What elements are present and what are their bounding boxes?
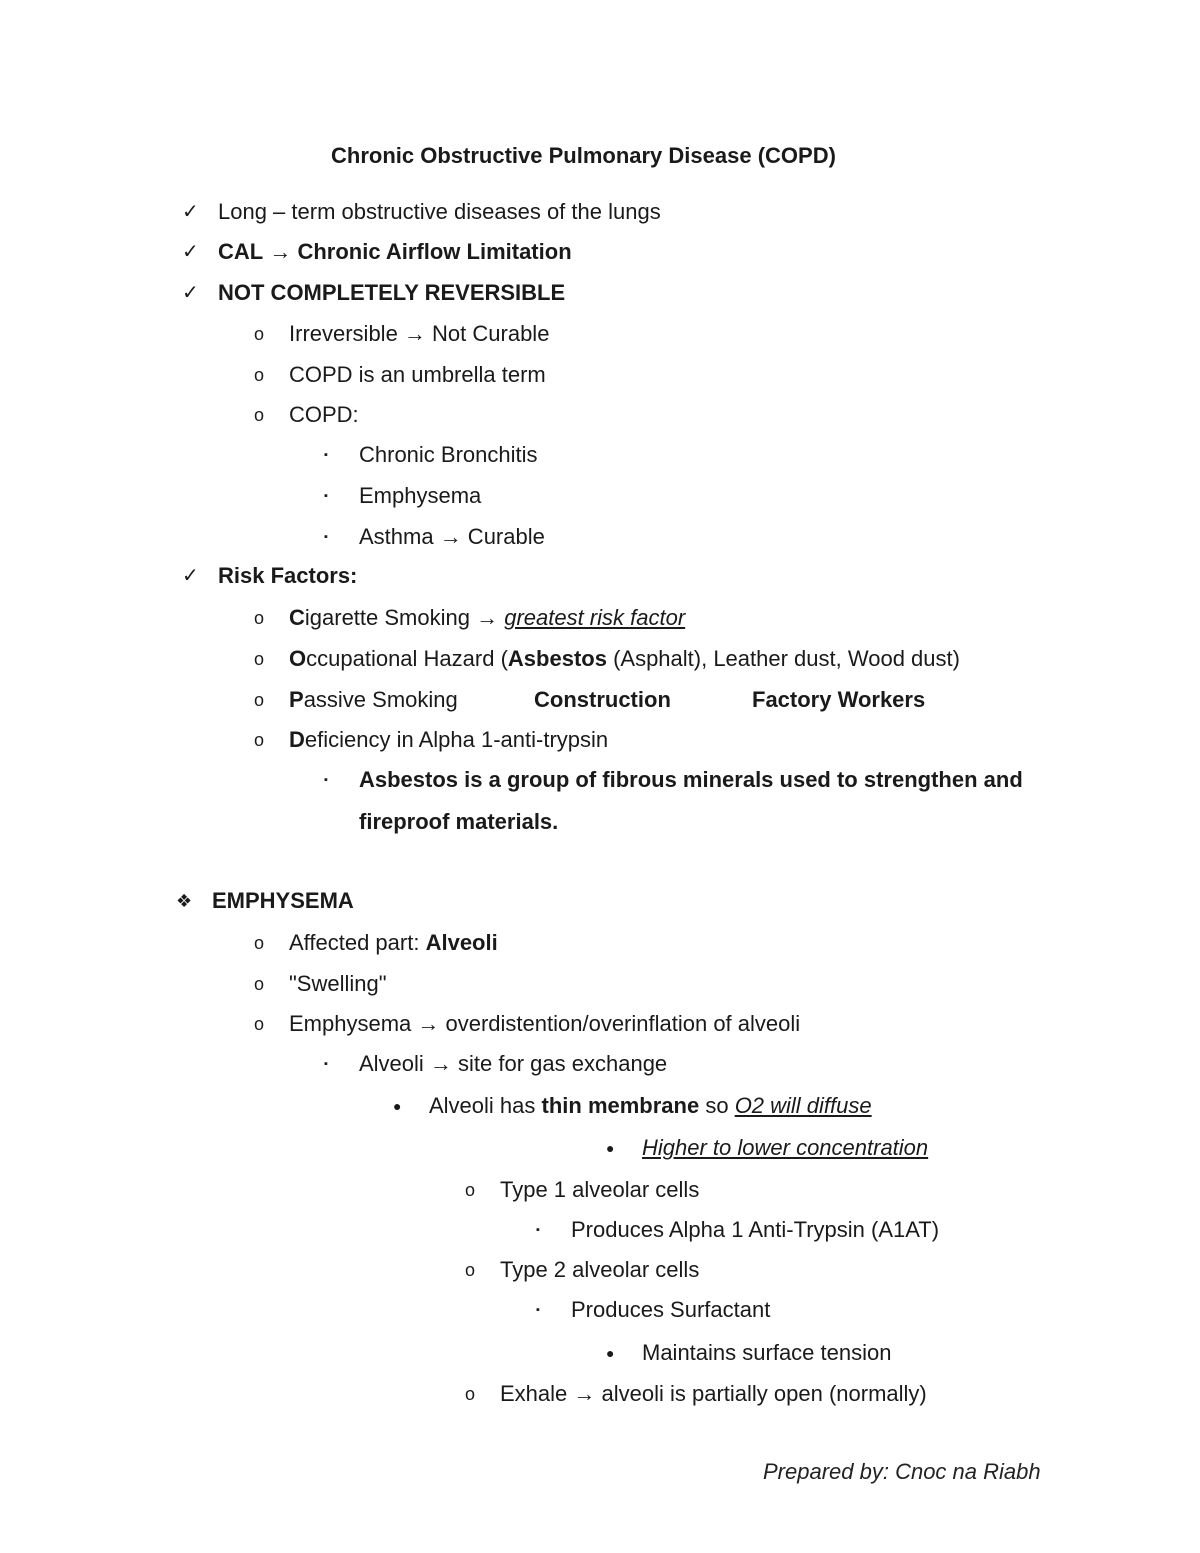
risk-cigarette: Cigarette Smoking → greatest risk factor bbox=[289, 605, 686, 630]
emphysema-heading: EMPHYSEMA bbox=[212, 888, 354, 913]
circle-bullet-icon: o bbox=[465, 1180, 476, 1200]
risk-passive-smoking: Passive Smoking bbox=[289, 687, 458, 712]
dot-bullet-icon: ● bbox=[606, 1140, 615, 1156]
circle-bullet-icon: o bbox=[254, 1014, 265, 1034]
risk-deficiency: Deficiency in Alpha 1-anti-trypsin bbox=[289, 727, 609, 752]
diamond-bullet-icon: ❖ bbox=[176, 891, 193, 911]
circle-bullet-icon: o bbox=[254, 324, 265, 344]
copd-sub-list-label: COPD: bbox=[289, 402, 359, 427]
page-title: Chronic Obstructive Pulmonary Disease (COPD) bbox=[331, 143, 836, 168]
circle-bullet-icon: o bbox=[254, 405, 265, 425]
circle-bullet-icon: o bbox=[465, 1384, 476, 1404]
copd-point-cal: CAL → Chronic Airflow Limitation bbox=[218, 239, 572, 264]
circle-bullet-icon: o bbox=[254, 365, 265, 385]
exhale-note: Exhale → alveoli is partially open (normally) bbox=[500, 1381, 927, 1406]
risk-factory-workers: Factory Workers bbox=[752, 687, 926, 712]
asbestos-note-line1: Asbestos is a group of fibrous minerals used to strengthen and bbox=[359, 767, 1023, 792]
type2-cells: Type 2 alveolar cells bbox=[500, 1257, 700, 1282]
square-bullet-icon: ▪ bbox=[536, 1224, 540, 1236]
check-icon: ✓ bbox=[182, 241, 199, 263]
circle-bullet-icon: o bbox=[254, 730, 265, 750]
copd-type-bronchitis: Chronic Bronchitis bbox=[359, 442, 538, 467]
diffusion-gradient: Higher to lower concentration bbox=[642, 1135, 929, 1160]
emphysema-swelling: "Swelling" bbox=[289, 971, 387, 996]
dot-bullet-icon: ● bbox=[606, 1345, 615, 1361]
emphysema-affected-part: Affected part: Alveoli bbox=[289, 930, 498, 955]
circle-bullet-icon: o bbox=[254, 649, 265, 669]
square-bullet-icon: ▪ bbox=[324, 531, 328, 543]
risk-occupational: Occupational Hazard (Asbestos (Asphalt), Leather dust, Wood dust) bbox=[289, 646, 960, 671]
surface-tension: Maintains surface tension bbox=[642, 1340, 892, 1365]
prepared-by-footer: Prepared by: Cnoc na Riabh bbox=[763, 1459, 1041, 1484]
type1-cells: Type 1 alveolar cells bbox=[500, 1177, 700, 1202]
copd-type-asthma: Asthma → Curable bbox=[359, 524, 545, 549]
circle-bullet-icon: o bbox=[254, 974, 265, 994]
type1-produces: Produces Alpha 1 Anti-Trypsin (A1AT) bbox=[571, 1217, 940, 1242]
copd-type-emphysema: Emphysema bbox=[359, 483, 482, 508]
alveoli-gas-exchange: Alveoli → site for gas exchange bbox=[359, 1051, 668, 1076]
square-bullet-icon: ▪ bbox=[324, 1058, 328, 1070]
circle-bullet-icon: o bbox=[465, 1260, 476, 1280]
check-icon: ✓ bbox=[182, 282, 199, 304]
copd-point-definition: Long – term obstructive diseases of the lungs bbox=[218, 199, 661, 224]
asbestos-note-line2: fireproof materials. bbox=[359, 809, 559, 834]
dot-bullet-icon: ● bbox=[393, 1098, 402, 1114]
check-icon: ✓ bbox=[182, 565, 199, 587]
copd-sub-umbrella: COPD is an umbrella term bbox=[289, 362, 546, 387]
type2-produces: Produces Surfactant bbox=[571, 1297, 771, 1322]
circle-bullet-icon: o bbox=[254, 608, 265, 628]
check-icon: ✓ bbox=[182, 201, 199, 223]
square-bullet-icon: ▪ bbox=[324, 490, 328, 502]
square-bullet-icon: ▪ bbox=[536, 1304, 540, 1316]
square-bullet-icon: ▪ bbox=[324, 774, 328, 786]
risk-construction: Construction bbox=[534, 687, 671, 712]
square-bullet-icon: ▪ bbox=[324, 449, 328, 461]
alveoli-thin-membrane: Alveoli has thin membrane so O2 will diffuse bbox=[429, 1093, 872, 1118]
copd-sub-irreversible: Irreversible → Not Curable bbox=[289, 321, 550, 346]
risk-factors-heading: Risk Factors: bbox=[218, 563, 358, 588]
copd-point-not-reversible: NOT COMPLETELY REVERSIBLE bbox=[218, 280, 566, 305]
circle-bullet-icon: o bbox=[254, 933, 265, 953]
emphysema-definition: Emphysema → overdistention/overinflation of alveoli bbox=[289, 1011, 801, 1036]
circle-bullet-icon: o bbox=[254, 690, 265, 710]
